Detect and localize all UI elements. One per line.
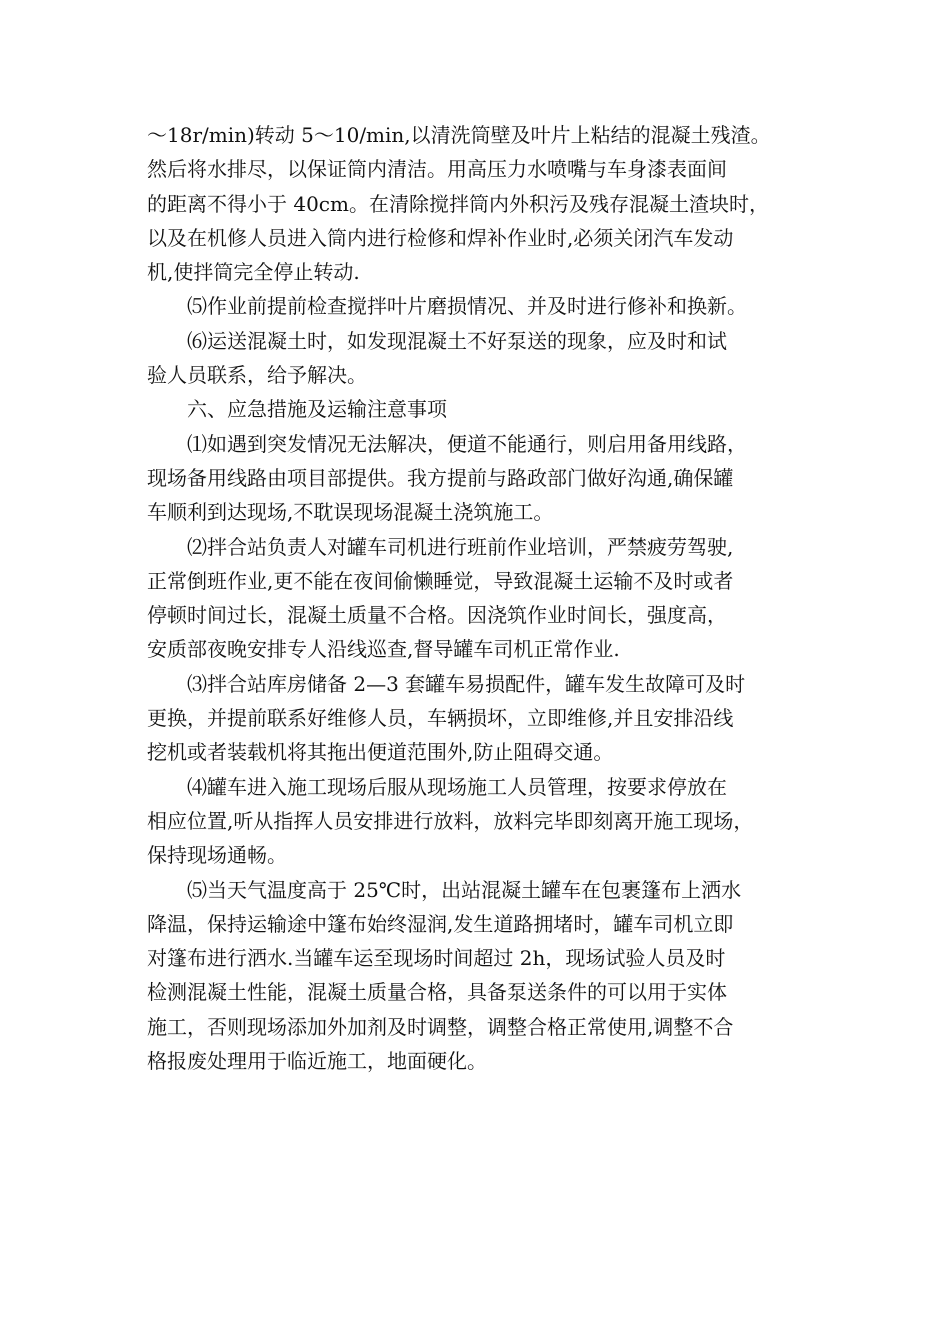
text-line: 正常倒班作业,更不能在夜间偷懒睡觉，导致混凝土运输不及时或者: [147, 568, 734, 593]
paragraph-start-line: ⑸当天气温度高于 25℃时，出站混凝土罐车在包裹篷布上洒水: [187, 877, 742, 902]
paragraph-start-line: ⑴如遇到突发情况无法解决，便道不能通行，则启用备用线路，: [187, 431, 747, 456]
section-heading: 六、应急措施及运输注意事项: [187, 397, 447, 422]
paragraph-start-line: ⑵拌合站负责人对罐车司机进行班前作业培训，严禁疲劳驾驶,: [187, 534, 734, 559]
text-line: 挖机或者装载机将其拖出便道范围外,防止阻碍交通。: [147, 740, 614, 765]
text-line: 机,使拌筒完全停止转动.: [147, 260, 360, 285]
text-line: 检测混凝土性能，混凝土质量合格，具备泵送条件的可以用于实体: [147, 980, 727, 1005]
paragraph-start-line: ⑹运送混凝土时，如发现混凝土不好泵送的现象，应及时和试: [187, 328, 727, 353]
paragraph-start-line: ⑶拌合站库房储备 2—3 套罐车易损配件，罐车发生故障可及时: [187, 671, 746, 696]
text-line: 停顿时间过长，混凝土质量不合格。因浇筑作业时间长，强度高，: [147, 603, 727, 628]
paragraph-start-line: ⑸作业前提前检查搅拌叶片磨损情况、并及时进行修补和换新。: [187, 294, 747, 319]
text-line: 格报废处理用于临近施工，地面硬化。: [147, 1049, 487, 1074]
text-line: 施工，否则现场添加外加剂及时调整，调整合格正常使用,调整不合: [147, 1014, 734, 1039]
text-line: ～18r/min)转动 5～10/min,以清洗筒壁及叶片上粘结的混凝土残渣。: [147, 123, 771, 147]
text-line: 以及在机修人员进入筒内进行检修和焊补作业时,必须关闭汽车发动: [147, 225, 734, 250]
text-line: 然后将水排尽，以保证筒内清洁。用高压力水喷嘴与车身漆表面间: [147, 157, 727, 182]
text-line: 相应位置,听从指挥人员安排进行放料，放料完毕即刻离开施工现场，: [147, 808, 754, 833]
text-line: 验人员联系，给予解决。: [147, 363, 367, 388]
text-line: 降温，保持运输途中篷布始终湿润,发生道路拥堵时，罐车司机立即: [147, 911, 734, 936]
text-line: 保持现场通畅。: [147, 843, 287, 868]
text-line: 的距离不得小于 40cm。在清除搅拌筒内外积污及残存混凝土渣块时，: [147, 191, 769, 216]
text-line: 安质部夜晚安排专人沿线巡查,督导罐车司机正常作业.: [147, 637, 620, 662]
text-line: 对篷布进行洒水.当罐车运至现场时间超过 2h，现场试验人员及时: [147, 946, 726, 971]
paragraph-start-line: ⑷罐车进入施工现场后服从现场施工人员管理，按要求停放在: [187, 774, 727, 799]
document-page: [147, 118, 827, 1078]
text-line: 更换，并提前联系好维修人员，车辆损坏，立即维修,并且安排沿线: [147, 706, 734, 731]
text-line: 车顺利到达现场,不耽误现场混凝土浇筑施工。: [147, 500, 554, 525]
text-line: 现场备用线路由项目部提供。我方提前与路政部门做好沟通,确保罐: [147, 465, 734, 490]
